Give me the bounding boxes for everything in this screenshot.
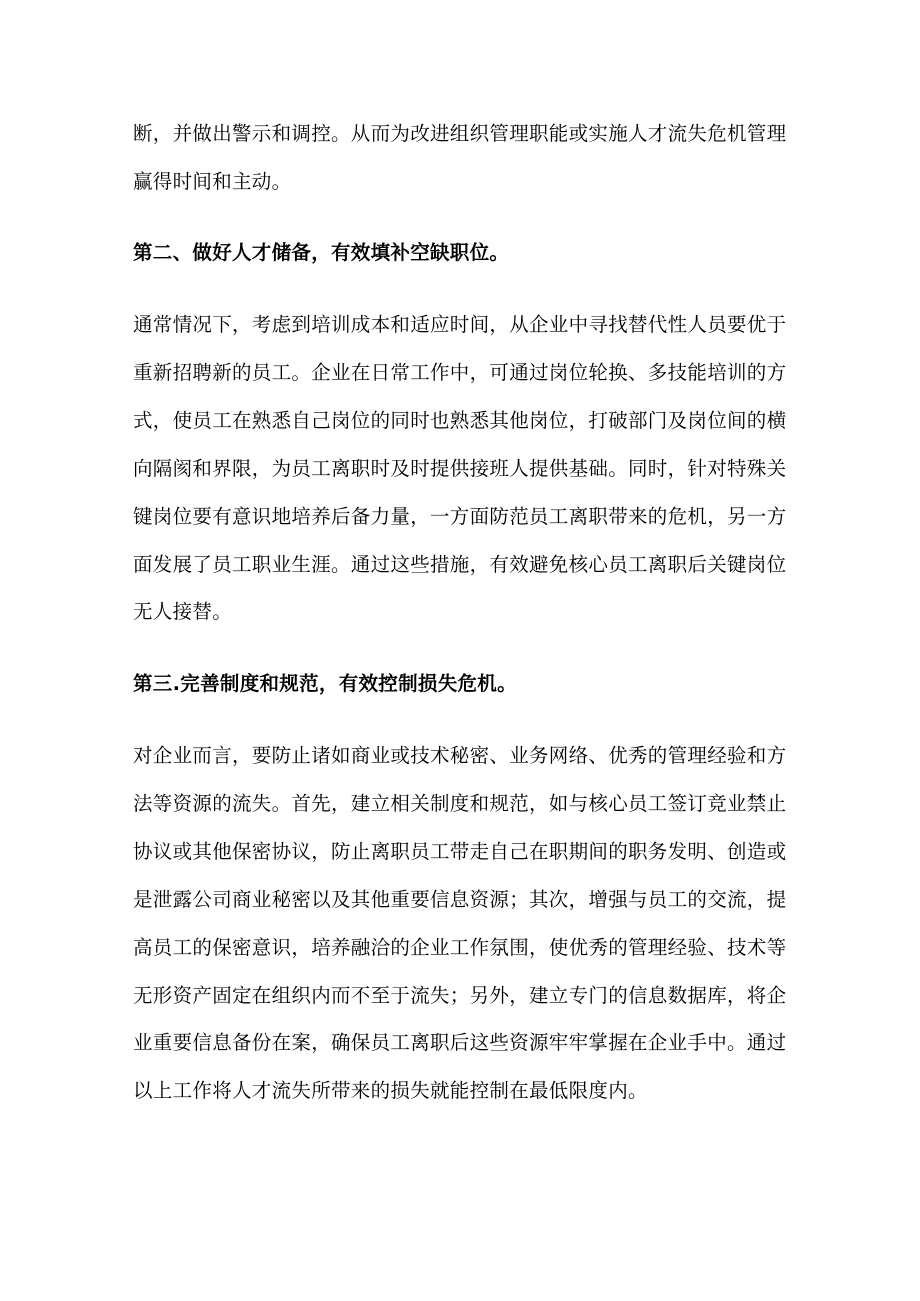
body-text-line: 向隔阂和界限，为员工离职时及时提供接班人提供基础。同时，针对特殊关 — [133, 457, 787, 480]
body-text-line: 断，并做出警示和调控。从而为改进组织管理职能或实施人才流失危机管理 — [133, 122, 787, 145]
body-text-line: 通常情况下，考虑到培训成本和适应时间，从企业中寻找替代性人员要优于 — [133, 313, 787, 336]
body-text-line: 式，使员工在熟悉自己岗位的同时也熟悉其他岗位，打破部门及岗位间的横 — [133, 409, 787, 432]
body-text-line: 面发展了员工职业生涯。通过这些措施，有效避免核心员工离职后关键岗位 — [133, 553, 787, 576]
body-text-line: 以上工作将人才流失所带来的损失就能控制在最低限度内。 — [133, 1079, 648, 1102]
body-text-line: 法等资源的流失。首先，建立相关制度和规范，如与核心员工签订竞业禁止 — [133, 792, 787, 815]
section-heading-3: 第三.完善制度和规范，有效控制损失危机。 — [133, 672, 517, 695]
body-text-line: 重新招聘新的员工。企业在日常工作中，可通过岗位轮换、多技能培训的方 — [133, 361, 787, 384]
body-text-line: 业重要信息备份在案，确保员工离职后这些资源牢牢掌握在企业手中。通过 — [133, 1031, 787, 1054]
body-text-line: 是泄露公司商业秘密以及其他重要信息资源；其次，增强与员工的交流，提 — [133, 888, 787, 911]
body-text-line: 高员工的保密意识，培养融洽的企业工作氛围，使优秀的管理经验、技术等 — [133, 936, 787, 959]
body-text-line: 键岗位要有意识地培养后备力量，一方面防范员工离职带来的危机，另一方 — [133, 505, 787, 528]
body-text-line: 无人接替。 — [133, 600, 233, 623]
section-heading-2: 第二、做好人才储备，有效填补空缺职位。 — [133, 241, 510, 264]
body-text-line: 无形资产固定在组织内而不至于流失；另外，建立专门的信息数据库，将企 — [133, 984, 787, 1007]
body-text-line: 赢得时间和主动。 — [133, 170, 292, 193]
body-text-line: 协议或其他保密协议，防止离职员工带走自己在职期间的职务发明、创造或 — [133, 840, 787, 863]
body-text-line: 对企业而言，要防止诸如商业或技术秘密、业务网络、优秀的管理经验和方 — [133, 744, 787, 767]
